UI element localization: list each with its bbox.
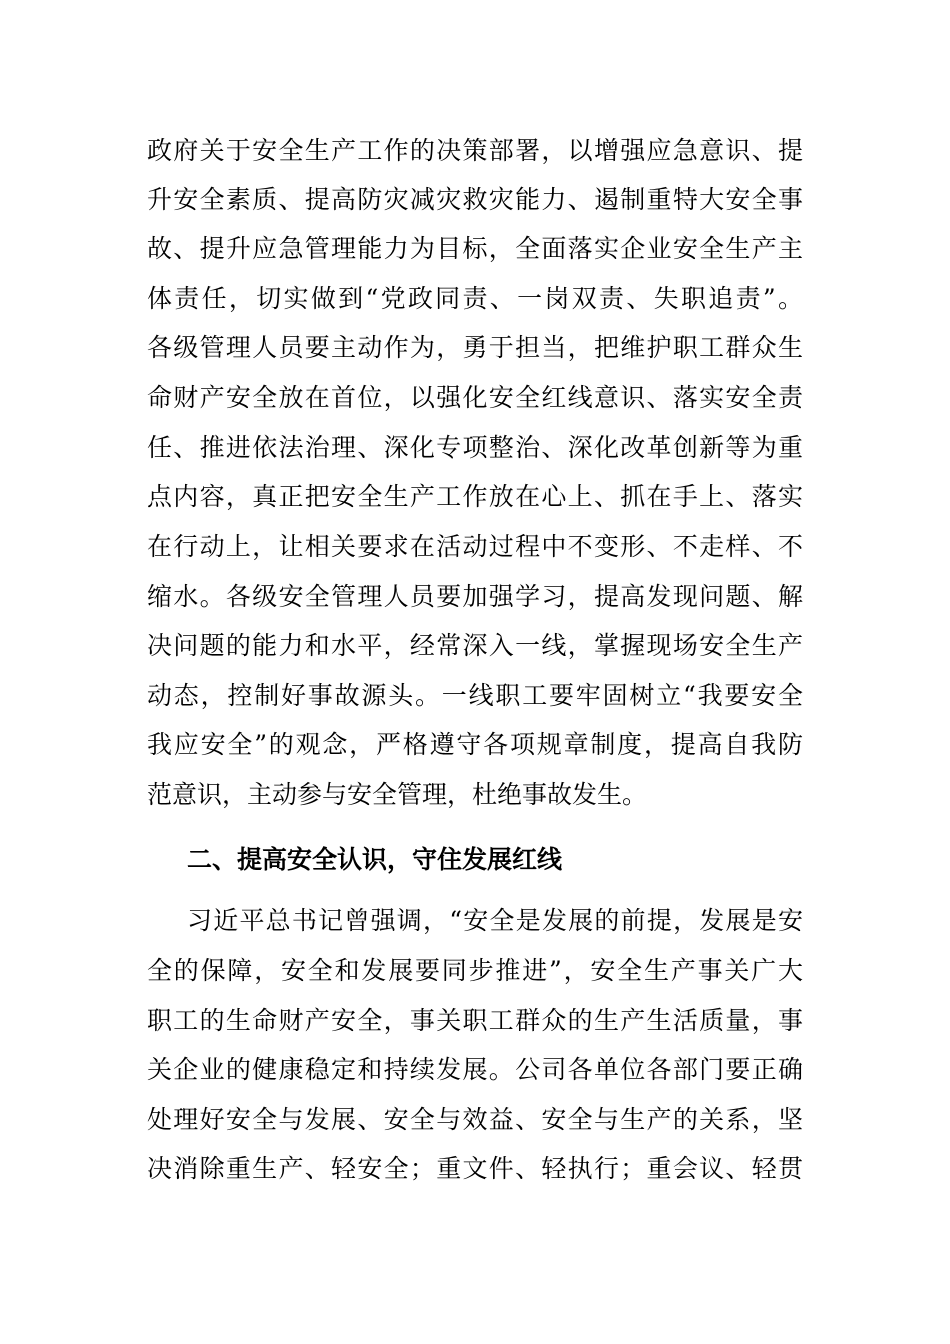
text-line: 在行动上，让相关要求在活动过程中不变形、不走样、不 bbox=[147, 532, 803, 561]
text-line: 我应安全”的观念，严格遵守各项规章制度，提高自我防 bbox=[147, 730, 803, 759]
text-line: 任、推进依法治理、深化专项整治、深化改革创新等为重 bbox=[147, 433, 803, 462]
text-line: 关企业的健康稳定和持续发展。公司各单位各部门要正确 bbox=[147, 1055, 803, 1084]
text-line: 各级管理人员要主动作为，勇于担当，把维护职工群众生 bbox=[147, 333, 803, 362]
text-line: 职工的生命财产安全，事关职工群众的生产生活质量，事 bbox=[147, 1006, 803, 1035]
text-line: 升安全素质、提高防灾减灾救灾能力、遏制重特大安全事 bbox=[147, 185, 803, 214]
text-line: 全的保障，安全和发展要同步推进”，安全生产事关广大 bbox=[147, 956, 803, 985]
text-line: 点内容，真正把安全生产工作放在心上、抓在手上、落实 bbox=[147, 482, 803, 511]
text-line: 体责任，切实做到“党政同责、一岗双责、失职追责”。 bbox=[147, 284, 803, 313]
section-heading: 二、提高安全认识，守住发展红线 bbox=[187, 845, 563, 874]
text-line: 故、提升应急管理能力为目标，全面落实企业安全生产主 bbox=[147, 234, 803, 263]
text-line: 决消除重生产、轻安全；重文件、轻执行；重会议、轻贯 bbox=[147, 1154, 803, 1183]
text-line: 范意识，主动参与安全管理，杜绝事故发生。 bbox=[147, 780, 648, 809]
text-line: 缩水。各级安全管理人员要加强学习，提高发现问题、解 bbox=[147, 582, 803, 611]
text-line: 政府关于安全生产工作的决策部署，以增强应急意识、提 bbox=[147, 136, 803, 165]
text-line: 动态，控制好事故源头。一线职工要牢固树立“我要安全 bbox=[147, 681, 803, 710]
text-line: 命财产安全放在首位，以强化安全红线意识、落实安全责 bbox=[147, 383, 803, 412]
text-line: 决问题的能力和水平，经常深入一线，掌握现场安全生产 bbox=[147, 631, 803, 660]
text-line: 习近平总书记曾强调，“安全是发展的前提，发展是安 bbox=[187, 906, 803, 935]
text-line: 处理好安全与发展、安全与效益、安全与生产的关系，坚 bbox=[147, 1105, 803, 1134]
